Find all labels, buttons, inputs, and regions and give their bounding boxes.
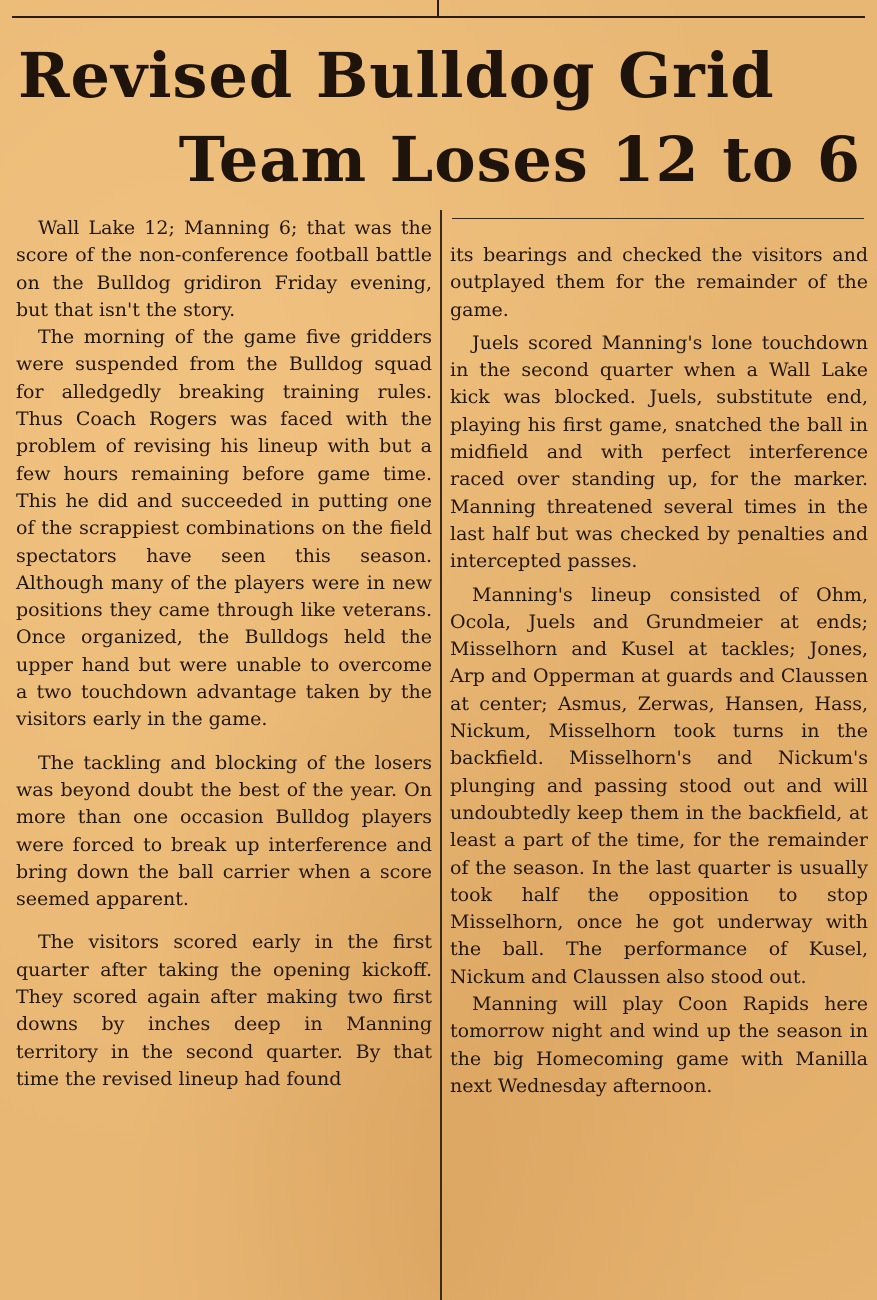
paragraph: Juels scored Manning's lone touchdown in the second quarter when a Wall Lake kick was blocked. Juels, substitute end, playing his first game, snatched the ball in midfield and with perfect interference raced over standing up, for the marker. Manning threatened several times in the last half but was checked by penalties and intercepted passes.: [450, 331, 868, 573]
headline-line-1: Revised Bulldog Grid: [18, 39, 775, 112]
paragraph: Manning will play Coon Rapids here tomorrow night and wind up the season in the big Homecoming game with Manilla next Wednesday afternoon.: [450, 993, 868, 1097]
article-column-2: [450, 242, 868, 1100]
paragraph: The tackling and blocking of the losers was beyond doubt the best of the year. On more than one occasion Bulldog players were forced to break up interference and bring down the ball carrier when a score seemed apparent.: [16, 751, 432, 911]
paragraph: its bearings and checked the visitors and outplayed them for the remainder of the game.: [450, 244, 868, 321]
headline-line-2: Team Loses 12 to 6: [178, 123, 861, 196]
paragraph: Manning's lineup consisted of Ohm, Ocola, Juels and Grundmeier at ends; Misselhorn and Kusel at tackles; Jones, Arp and Opperman at guards and Claussen at center; Asmus, Zerwas, Hansen, Hass, Nickum, Misselhorn took turns in the backfield. Misselhorn's and Nickum's plunging and passing stood out and will undoubtedly keep them in the backfield, at least a part of the time, for the remainder of the season. In the last quarter is usually took half the opposition to stop Misselhorn, once he got underway with the ball. The performance of Kusel, Nickum and Claussen also stood out.: [450, 583, 868, 988]
paragraph: The visitors scored early in the first quarter after taking the opening kickoff. They scored again after making two first downs by inches deep in Manning territory in the second quarter. By that time the revised lineup had found: [16, 931, 432, 1090]
paragraph: The morning of the game five gridders were suspended from the Bulldog squad for alledgedly breaking training rules. Thus Coach Rogers was faced with the problem of revising his lineup with but a few hours remaining before game time. This he did and succeeded in putting one of the scrappiest combinations on the field spectators have seen this season. Although many of the players were in new positions they came through like veterans. Once organized, the Bulldogs held the upper hand but were unable to overcome a two touchdown advantage taken by the visitors early in the game.: [16, 326, 432, 731]
paragraph: Wall Lake 12; Manning 6; that was the score of the non-conference football battle on the Bulldog gridiron Friday evening, but that isn't the story.: [16, 217, 432, 321]
column-divider: [440, 210, 442, 1300]
top-tick-rule: [437, 0, 439, 16]
article-column-1: [16, 215, 432, 1093]
column-2-top-rule: [452, 218, 864, 219]
top-rule: [12, 16, 865, 18]
